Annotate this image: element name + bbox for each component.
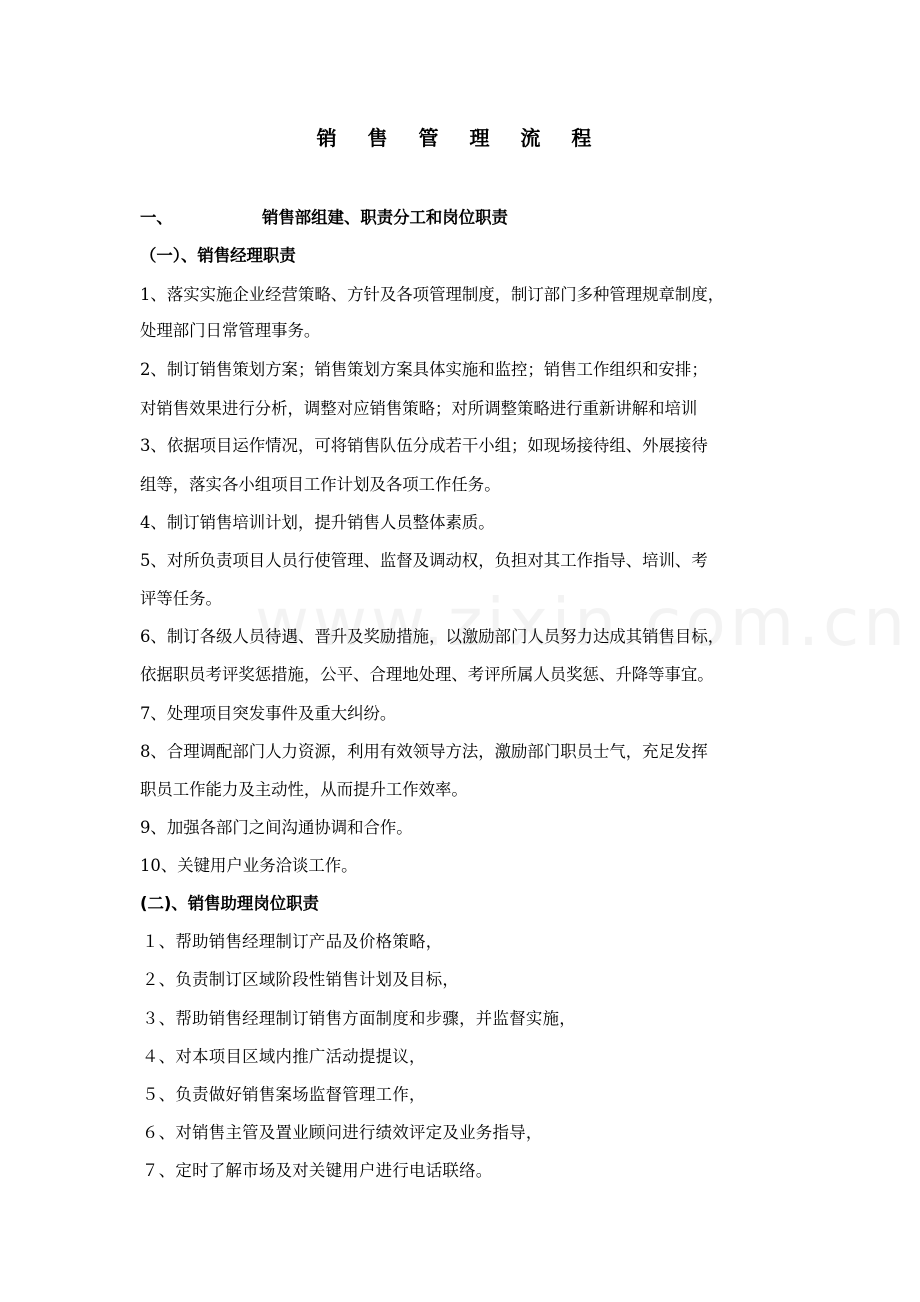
list-item: ４、对本项目区域内推广活动提提议， bbox=[142, 1047, 426, 1066]
paragraph-line: 7、处理项目突发事件及重大纠纷。 bbox=[140, 704, 397, 723]
subsection-heading-assistant: (二)、销售助理岗位职责 bbox=[140, 894, 319, 913]
paragraph-line: 对销售效果进行分析，调整对应销售策略；对所调整策略进行重新讲解和培训 bbox=[140, 399, 698, 418]
list-item: ２、负责制订区域阶段性销售计划及目标， bbox=[142, 970, 460, 989]
paragraph-line: 依据职员考评奖惩措施，公平、合理地处理、考评所属人员奖惩、升降等事宜。 bbox=[140, 665, 714, 684]
list-item: ７、定时了解市场及对关键用户进行电话联络。 bbox=[142, 1161, 493, 1180]
watermark bbox=[255, 584, 909, 661]
paragraph-line: 9、加强各部门之间沟通协调和合作。 bbox=[140, 818, 413, 837]
list-item: ６、对销售主管及置业顾问进行绩效评定及业务指导， bbox=[142, 1123, 543, 1142]
list-item: ５、负责做好销售案场监督管理工作， bbox=[142, 1085, 426, 1104]
document-title: 销 售 管 理 流 程 bbox=[316, 126, 604, 150]
section-title: 销售部组建、职责分工和岗位职责 bbox=[262, 208, 508, 227]
paragraph-line: 1、落实实施企业经营策略、方针及各项管理制度，制订部门多种管理规章制度， bbox=[140, 285, 725, 304]
paragraph-line: 5、对所负责项目人员行使管理、监督及调动权，负担对其工作指导、培训、考 bbox=[140, 551, 708, 570]
list-item: ３、帮助销售经理制订销售方面制度和步骤，并监督实施， bbox=[142, 1009, 576, 1028]
paragraph-line: 8、合理调配部门人力资源，利用有效领导方法，激励部门职员士气，充足发挥 bbox=[140, 742, 708, 761]
paragraph-line: 6、制订各级人员待遇、晋升及奖励措施，以激励部门人员努力达成其销售目标， bbox=[140, 627, 725, 646]
subsection-heading-manager: （一）、销售经理职责 bbox=[140, 246, 296, 265]
paragraph-line: 4、制订销售培训计划，提升销售人员整体素质。 bbox=[140, 513, 495, 532]
paragraph-line: 3、依据项目运作情况，可将销售队伍分成若干小组；如现场接待组、外展接待 bbox=[140, 436, 708, 455]
paragraph-line: 职员工作能力及主动性，从而提升工作效率。 bbox=[140, 780, 468, 799]
paragraph-line: 处理部门日常管理事务。 bbox=[140, 321, 321, 340]
paragraph-line: 2、制订销售策划方案；销售策划方案具体实施和监控；销售工作组织和安排； bbox=[140, 360, 708, 379]
paragraph-line: 评等任务。 bbox=[140, 589, 222, 608]
list-item: １、帮助销售经理制订产品及价格策略， bbox=[142, 932, 443, 951]
section-number: 一、 bbox=[140, 208, 173, 227]
paragraph-line: 组等，落实各小组项目工作计划及各项工作任务。 bbox=[140, 475, 501, 494]
paragraph-line: 10、关键用户业务洽谈工作。 bbox=[140, 856, 358, 875]
